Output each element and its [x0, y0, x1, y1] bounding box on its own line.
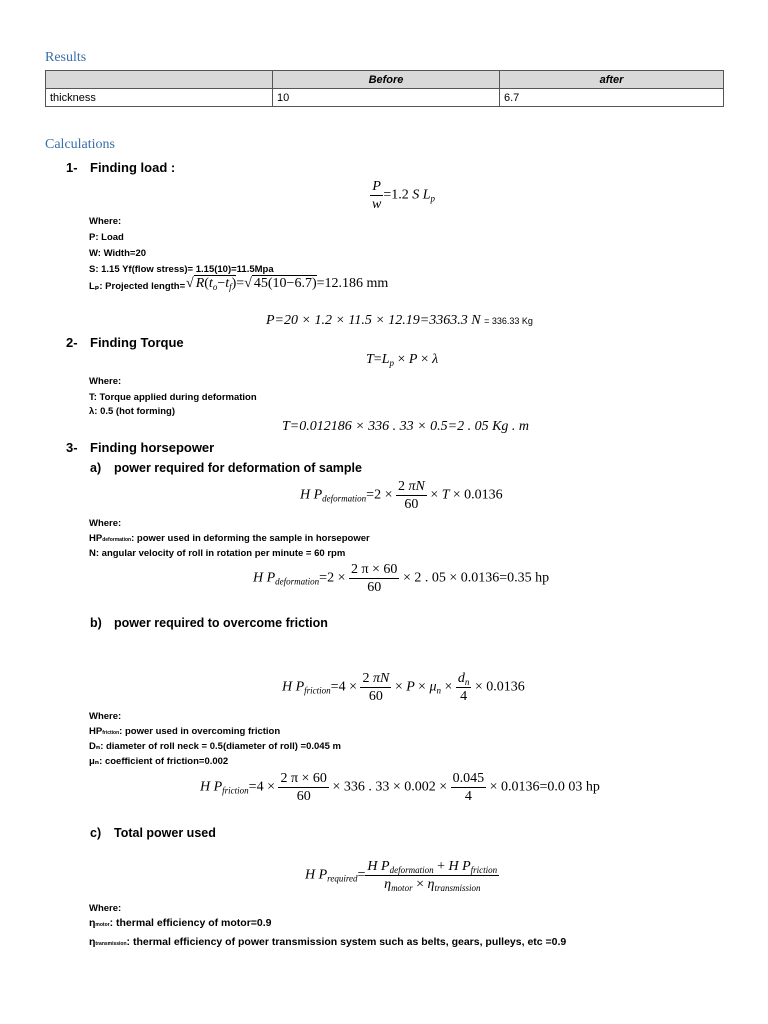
load-value: P=20 × 1.2 × 11.5 × 12.19=3363.3 N: [266, 313, 481, 328]
load-kg: = 336.33 Kg: [484, 316, 533, 326]
step-title: Finding horsepower: [90, 440, 215, 455]
definition: μₙ: coefficient of friction=0.002: [89, 756, 229, 767]
where-label: Where:: [89, 376, 122, 387]
torque-formula: $T=L_p \times P \times \lambda$: [366, 352, 439, 368]
table-header-row: [46, 71, 724, 89]
definition: T: Torque applied during deformation: [89, 392, 257, 403]
column-header: [46, 71, 273, 89]
hp-friction-equation: H $P_{friction}=4$ × $\frac{2 \pi \times 60}{60}$ × 336 . 33 × 0.002 × $\frac{0.045}{4}$ × 0.0136=0.0 03 hp: [200, 771, 600, 804]
definition: ηmotor: thermal efficiency of motor=0.9: [89, 917, 272, 929]
load-equation: [266, 313, 533, 329]
definition: HPdeformation: power used in deforming the sample in horsepower: [89, 533, 370, 544]
hp-deformation-equation: H $P_{deformation}=2$ × $\frac{2 \pi \times 60}{60}$ × 2 . 05 × 0.0136=0.35 hp: [253, 562, 550, 595]
where-label: Where:: [89, 903, 122, 914]
projected-length-formula: √ $R(t_o-t_f)=√$ 45(10−6.7)=12.186 mm: [186, 276, 389, 292]
definition: Lₚ: Projected length=: [89, 281, 186, 292]
where-label: Where:: [89, 216, 122, 227]
row-before: 10: [273, 89, 500, 107]
calculations-heading: Calculations: [45, 137, 115, 152]
where-label: Where:: [89, 518, 122, 529]
projected-length-result: =12.186 mm: [316, 276, 389, 291]
definition: ηtransmission: thermal efficiency of power transmission system such as belts, gears, pulleys, etc =0.9: [89, 936, 567, 948]
step-number: 2-: [66, 335, 78, 350]
row-label: thickness: [46, 89, 273, 107]
results-table: [45, 70, 724, 107]
sub-label: a): [90, 461, 102, 475]
step-title: Finding load :: [90, 160, 176, 175]
definition: Dₙ: diameter of roll neck = 0.5(diameter of roll) =0.045 m: [89, 741, 341, 752]
sub-label: b): [90, 616, 102, 630]
load-formula: $\frac{P}{w}$ =1.2 S $L_p$: [372, 179, 436, 212]
definition: S: 1.15 Yf(flow stress)= 1.15(10)=11.5Mpa: [89, 264, 274, 275]
definition: λ: 0.5 (hot forming): [89, 406, 176, 417]
step-title: Finding Torque: [90, 335, 184, 350]
step-number: 1-: [66, 160, 78, 175]
sub-title: power required to overcome friction: [114, 616, 328, 630]
column-header-before: Before: [273, 71, 500, 89]
torque-equation: T=0.012186 × 336 . 33 × 0.5=2 . 05 Kg . m: [282, 419, 530, 434]
step-number: 3-: [66, 440, 78, 455]
definition: W: Width=20: [89, 248, 147, 259]
definition: P: Load: [89, 232, 124, 243]
sub-label: c): [90, 826, 102, 840]
table-row: [46, 89, 724, 107]
results-heading: Results: [45, 50, 87, 65]
column-header-after: after: [500, 71, 724, 89]
where-label: Where:: [89, 711, 122, 722]
sub-title: power required for deformation of sample: [114, 461, 362, 475]
hp-friction-formula: H $P_{friction}=4$ × $\frac{2 \pi N}{60}$ × $P \times \mu_n$ × $\frac{d_n}{4}$ × 0.0136: [282, 671, 525, 704]
sub-title: Total power used: [114, 826, 216, 840]
definition: HPfriction: power used in overcoming friction: [89, 726, 281, 737]
definition: N: angular velocity of roll in rotation per minute = 60 rpm: [89, 548, 346, 559]
hp-required-formula: H $P_{required}=$ $\frac{H P_{deformation} + H P_{friction}}{\eta_{motor} \times \eta_{transmission}}$: [305, 859, 498, 893]
hp-deformation-formula: H $P_{deformation}=2$ × $\frac{2 \pi N}{60}$ × T × 0.0136: [300, 479, 503, 512]
row-after: 6.7: [500, 89, 724, 107]
